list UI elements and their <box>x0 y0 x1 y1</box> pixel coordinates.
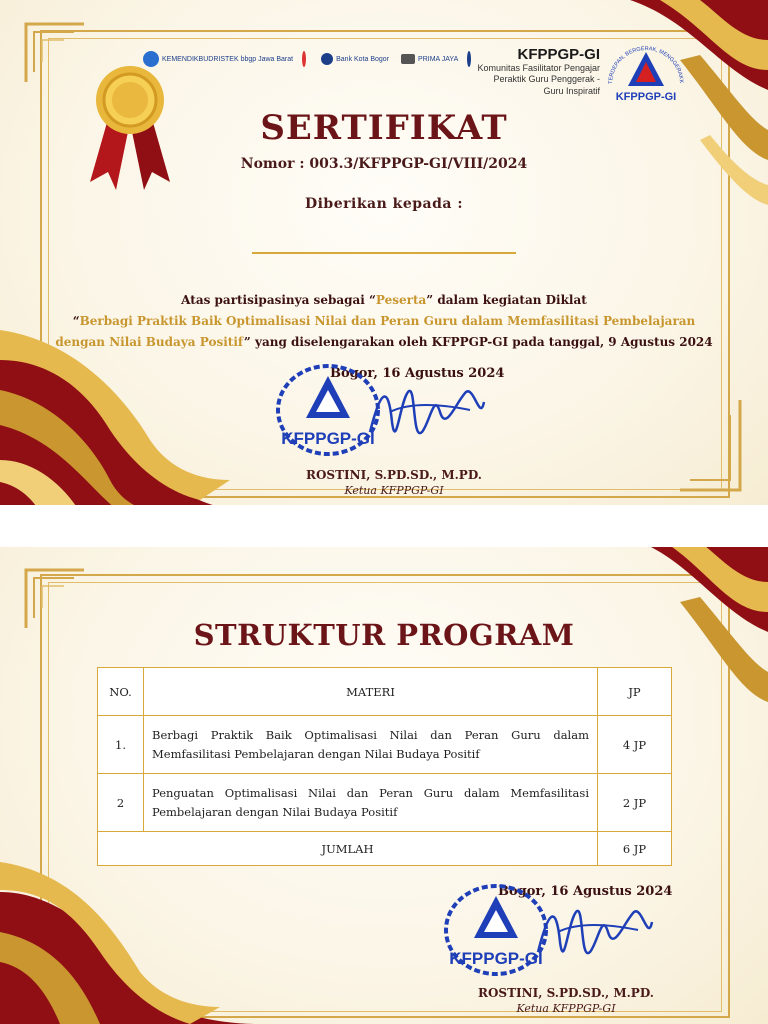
certificate-body <box>55 290 713 353</box>
body-text-training: ” dalam kegiatan Diklat <box>426 293 587 307</box>
kemendikbud-logo-text: KEMENDIKBUDRISTEK bbgp Jawa Barat <box>162 55 294 63</box>
stamp-text: KFPPGP-GI <box>449 949 543 968</box>
header-no: NO. <box>98 668 144 716</box>
table-header-row <box>98 668 672 716</box>
sponsor-logos <box>140 46 460 72</box>
signer-name: ROSTINI, S.PD.SD., M.PD. <box>478 986 654 1000</box>
row-no: 2 <box>98 774 144 832</box>
row-materi: Berbagi Praktik Baik Optimalisasi Nilai dan Peran Guru dalam Memfasilitasi Pembelajaran dengan Nilai Budaya Positif <box>144 716 598 774</box>
stamp-text: KFPPGP-GI <box>281 429 375 448</box>
program-title: STRUKTUR PROGRAM <box>193 618 575 652</box>
brand-logo-arc-text: TERDEPAN, BERGERAK, MENGGERAKK <box>607 45 685 85</box>
ribbon-bottom-left <box>0 862 260 1024</box>
place-date: Bogor, 16 Agustus 2024 <box>498 884 673 899</box>
partner-logo-icon <box>302 51 306 67</box>
table-row <box>98 716 672 774</box>
kemendikbud-logo <box>140 49 296 69</box>
program-table <box>97 667 672 866</box>
stamp-signature-icon <box>438 882 658 982</box>
kfppgp-logo-icon <box>598 40 694 106</box>
activity-name: Berbagi Praktik Baik Optimalisasi Nilai dan Peran Guru dalam Memfasilitasi Pembelajaran dengan Nilai Budaya Positif <box>55 314 696 349</box>
bank-logo-icon <box>321 53 333 65</box>
certificate-title: SERTIFIKAT <box>260 108 508 148</box>
header-materi: MATERI <box>144 668 598 716</box>
row-jp: 4 JP <box>598 716 672 774</box>
body-text-intro: Atas partisipasinya sebagai “ <box>181 293 376 307</box>
row-materi: Penguatan Optimalisasi Nilai dan Peran Guru dalam Memfasilitasi Pembelajaran dengan Nilai Budaya Positif <box>144 774 598 832</box>
header-jp: JP <box>598 668 672 716</box>
participant-role: Peserta <box>375 293 427 307</box>
stamp-signature-icon <box>270 362 490 462</box>
bank-kota-bogor-logo <box>318 49 392 69</box>
signer-role: Ketua KFPPGP-GI <box>516 1002 616 1015</box>
prima-jaya-logo-icon <box>401 54 415 64</box>
kemendikbud-logo-icon <box>143 51 159 67</box>
row-no: 1. <box>98 716 144 774</box>
total-label: JUMLAH <box>98 832 598 866</box>
brand-subtitle-2: Peraktik Guru Penggerak - <box>493 74 600 85</box>
bank-logo-text: Bank Kota Bogor <box>336 55 390 63</box>
certificate-number: Nomor : 003.3/KFPPGP-GI/VIII/2024 <box>240 156 528 172</box>
recipient-name-line <box>252 252 516 254</box>
program-structure-page <box>0 512 768 1024</box>
given-to-label: Diberikan kepada : <box>304 196 464 212</box>
brand-logo-text: KFPPGP-GI <box>615 91 677 103</box>
ribbon-left <box>0 330 280 512</box>
brand-name: KFPPGP-GI <box>517 46 600 63</box>
signer-name: ROSTINI, S.PD.SD., M.PD. <box>306 468 482 482</box>
table-total-row <box>98 832 672 866</box>
page-gap <box>0 505 768 547</box>
brand-subtitle-1: Komunitas Fasilitator Pengajar <box>477 63 600 73</box>
corner-ornament-bottom-right <box>680 400 750 500</box>
brand-block <box>450 46 600 97</box>
total-jp: 6 JP <box>598 832 672 866</box>
body-text-organizer: ” yang diselengarakan oleh KFPPGP-GI pada tanggal, 9 Agustus 2024 <box>243 335 713 349</box>
place-date: Bogor, 16 Agustus 2024 <box>330 366 505 381</box>
brand-subtitle-3: Guru Inspiratif <box>543 85 600 96</box>
table-row <box>98 774 672 832</box>
body-text-quote: “ <box>72 314 80 328</box>
row-jp: 2 JP <box>598 774 672 832</box>
signer-role: Ketua KFPPGP-GI <box>344 484 444 497</box>
prima-jaya-logo-text: PRIMA JAYA <box>418 55 459 63</box>
